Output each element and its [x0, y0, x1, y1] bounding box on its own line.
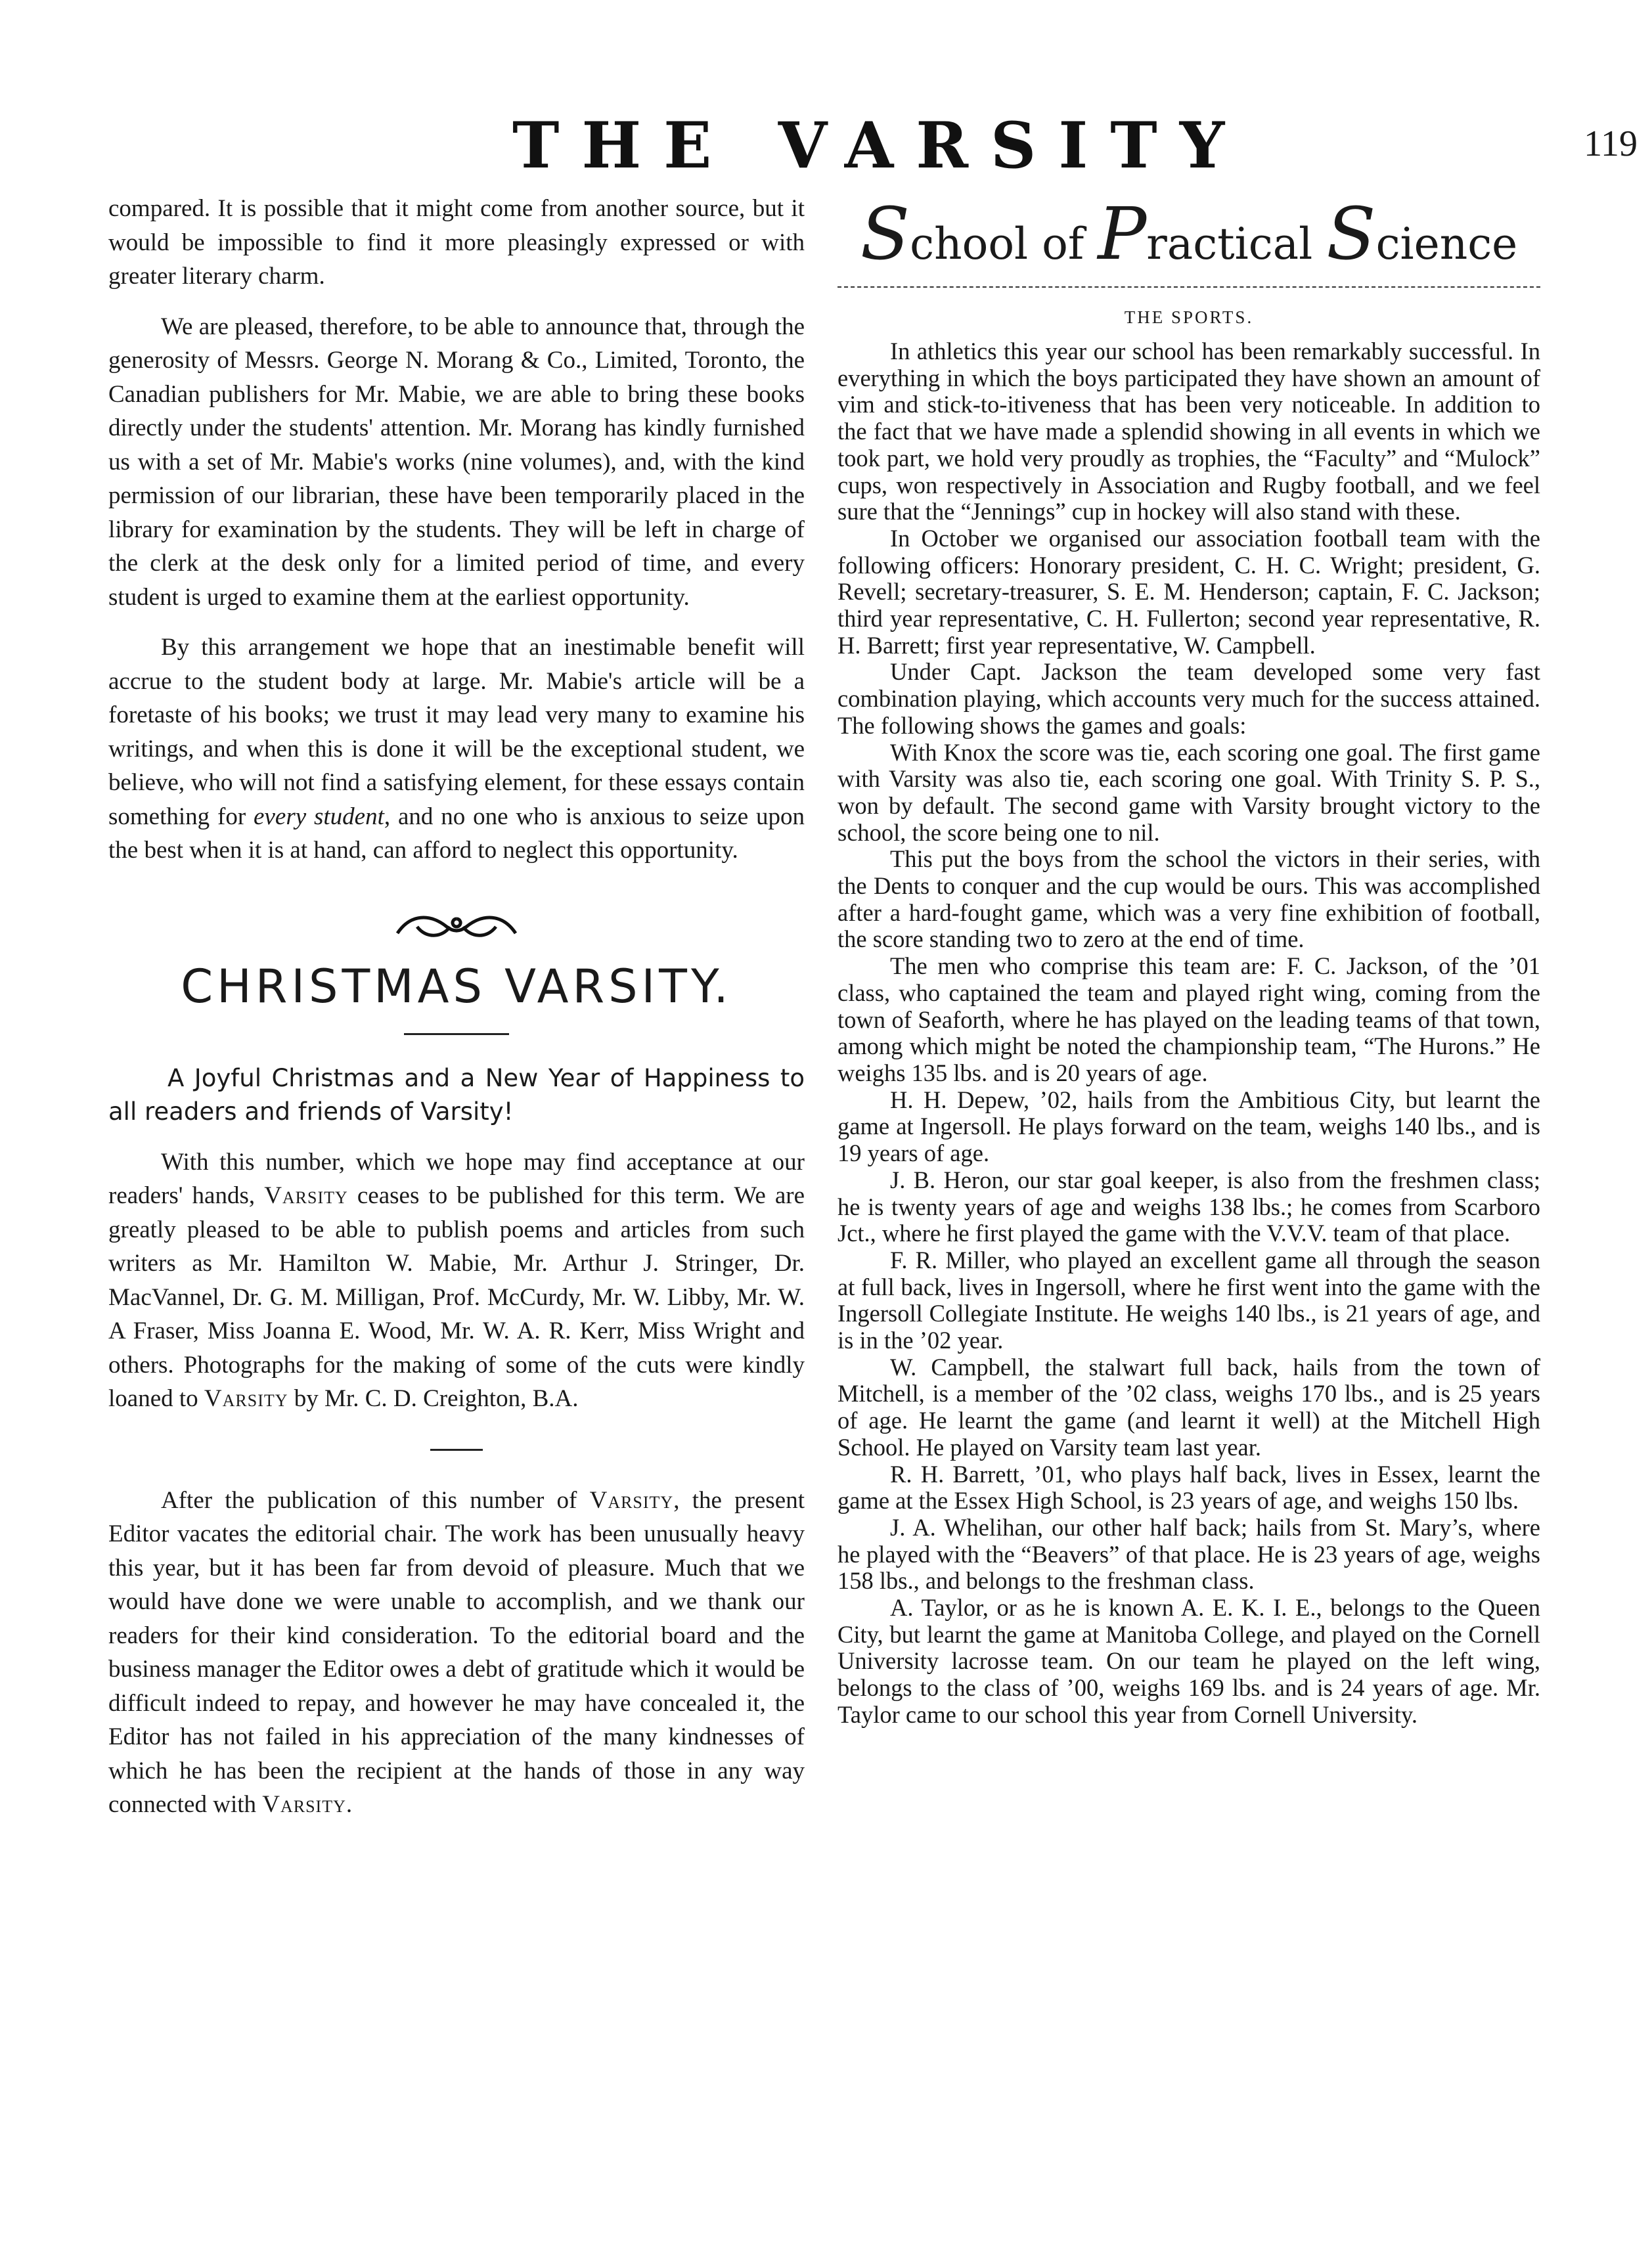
paragraph-text: by Mr. C. D. Creighton, B.A.	[288, 1385, 579, 1412]
paragraph	[108, 631, 805, 868]
initial-letter: S	[860, 192, 910, 276]
paragraph-text: , the present Editor vacates the editorial chair. The work has been unusually heavy this year, but it has been far from devoid of pleasure. Much that we would have done we were unable to accomplish, and we thank our readers for their kind consideration. To the editorial board and the business manager the Editor owes a debt of gratitude which it would be difficult indeed to repay, and however he may have concealed it, the Editor has not failed in his appreciation of the many kindnesses of which he has been the recipient at the hands of those in any way connected with	[108, 1486, 805, 1818]
paragraph: A. Taylor, or as he is known A. E. K. I. E., belongs to the Queen City, but learnt the game at Manitoba College, and played on the Cornell University lacrosse team. On our team he played on the left wing, belongs to the class of ’00, weighs 169 lbs. and is 24 years of age. Mr. Taylor came to our school this year from Cornell University.	[837, 1594, 1540, 1728]
title-word: chool of	[910, 219, 1098, 269]
paragraph: This put the boys from the school the victors in their series, with the Dents to conquer and the cup would be ours. This was accomplished after a hard-fought game, which was a very fine exhibition of football, the score standing two to zero at the end of time.	[837, 845, 1540, 953]
masthead	[0, 108, 1652, 181]
paragraph: J. B. Heron, our star goal keeper, is also from the freshmen class; he is twenty years of age and weighs 138 lbs.; he comes from Scarboro Jct., where he first played the game with the V.V.V. team of that place.	[837, 1166, 1540, 1247]
title-word: cience	[1375, 219, 1518, 269]
section-title	[837, 192, 1540, 276]
paragraph: The men who comprise this team are: F. C. Jackson, of the ’01 class, who captained the team and played right wing, coming from the town of Seaforth, where he has played on the leading teams of that town, among which might be noted the championship team, “The Hurons.” He weighs 135 lbs. and is 20 years of age.	[837, 952, 1540, 1086]
paragraph: We are pleased, therefore, to be able to announce that, through the generosity of Messrs. George N. Morang & Co., Limited, Toronto, the Canadian publishers for Mr. Mabie, we are able to bring these books directly under the students' attention. Mr. Morang has kindly furnished us with a set of Mr. Mabie's works (nine volumes), and, with the kind permission of our librarian, these have been temporarily placed in the library for examination by the students. They will be left in charge of the clerk at the desk only for a limited period of time, and every student is urged to examine them at the earliest opportunity.	[108, 313, 805, 611]
dotted-rule	[837, 286, 1540, 288]
varsity-smallcaps: Varsity	[264, 1182, 348, 1209]
initial-letter: P	[1098, 192, 1147, 276]
paragraph	[108, 1145, 805, 1416]
initial-letter: S	[1326, 192, 1376, 276]
left-column	[108, 192, 805, 1838]
paragraph: H. H. Depew, ’02, hails from the Ambitious City, but learnt the game at Ingersoll. He plays forward on the team, weighs 140 lbs., and is 19 years of age.	[837, 1086, 1540, 1167]
paragraph-text: .	[346, 1791, 353, 1818]
divider	[404, 1033, 509, 1035]
varsity-smallcaps: Varsity	[262, 1791, 346, 1818]
page-number: 119	[1584, 123, 1638, 164]
paragraph: With Knox the score was tie, each scoring one goal. The first game with Varsity was also tie, each scoring one goal. With Trinity S. P. S., won by default. The second game with Varsity brought victory to the school, the score being one to nil.	[837, 738, 1540, 846]
paragraph-text: , and no one who is anxious to seize upon the best when it is at hand, can afford to neglect this opportunity.	[108, 803, 805, 864]
paragraph: W. Campbell, the stalwart full back, hails from the town of Mitchell, is a member of the ’02 class, weighs 170 lbs., and is 25 years of age. He learnt the game (and learnt it well) at the Mitchell High School. He played on Varsity team last year.	[837, 1353, 1540, 1461]
title-word: ractical	[1146, 219, 1327, 269]
emphasis-text: every student	[254, 803, 384, 830]
paragraph-text: ceases to be published for this term. We are greatly pleased to be able to publish poems and articles from such writers as Mr. Hamilton W. Mabie, Mr. Arthur J. Stringer, Dr. MacVannel, Dr. G. M. Milligan, Prof. McCurdy, Mr. W. Libby, Mr. W. A Fraser, Miss Joanna E. Wood, Mr. W. A. R. Kerr, Miss Wright and others. Photographs for the making of some of the cuts were kindly loaned to	[108, 1182, 805, 1412]
paragraph: J. A. Whelihan, our other half back; hails from St. Mary’s, where he played with the “Beavers” of that place. He is 23 years of age, weighs 158 lbs., and belongs to the freshman class.	[837, 1513, 1540, 1595]
paragraph: F. R. Miller, who played an excellent game all through the season at full back, lives in Ingersoll, where he first went into the game with the Ingersoll Collegiate Institute. He weighs 140 lbs., is 21 years of age, and is in the ’02 year.	[837, 1246, 1540, 1354]
paragraph-text: After the publication of this number of	[161, 1486, 590, 1514]
varsity-smallcaps: Varsity	[589, 1486, 674, 1514]
paragraph: R. H. Barrett, ’01, who plays half back, lives in Essex, learnt the game at the Essex High School, is 23 years of age, and weighs 150 lbs.	[837, 1460, 1540, 1515]
masthead-title: THE VARSITY	[512, 108, 1247, 183]
paragraph-text: By this arrangement we hope that an inestimable benefit will accrue to the student body at large. Mr. Mabie's article will be a foretaste of his books; we trust it may lead very many to examine his writings, and when this is done it will be the exceptional student, we believe, who will not find a satisfying element, for these essays contain something for	[108, 634, 805, 830]
flourish-ornament	[391, 907, 522, 946]
greeting: A Joyful Christmas and a New Year of Happiness to all readers and friends of Varsity!	[108, 1063, 805, 1126]
varsity-smallcaps: Varsity	[204, 1385, 288, 1412]
paragraph: Under Capt. Jackson the team developed some very fast combination playing, which accounts very much for the success attained. The following shows the games and goals:	[837, 658, 1540, 739]
sports-heading: THE SPORTS.	[1124, 307, 1254, 327]
paragraph: compared. It is possible that it might come from another source, but it would be impossible to find it more pleasingly expressed or with greater literary charm.	[108, 195, 805, 290]
paragraph: In athletics this year our school has been remarkably successful. In everything in which the boys participated they have shown an amount of vim and stick-to-itiveness that has been very noticeable. In addition to the fact that we have made a splendid showing in all events in which we took part, we hold very proudly as trophies, the “Faculty” and “Mulock” cups, won respectively in Association and Rugby football, and we feel sure that the “Jennings” cup in hockey will also stand with these.	[837, 338, 1540, 525]
paragraph	[108, 1484, 805, 1822]
paragraph-text: With this number, which we hope may find acceptance at our readers' hands,	[108, 1148, 805, 1209]
right-column	[837, 192, 1540, 1729]
christmas-title: CHRISTMAS VARSITY.	[181, 959, 732, 1013]
divider	[430, 1449, 483, 1451]
paragraph: In October we organised our association football team with the following officers: Honorary president, C. H. C. Wright; president, G. Revell; secretary-treasurer, S. E. M. Henderson; captain, F. C. Jackson; third year representative, C. H. Fullerton; second year representative, R. H. Barrett; first year representative, W. Campbell.	[837, 524, 1540, 659]
